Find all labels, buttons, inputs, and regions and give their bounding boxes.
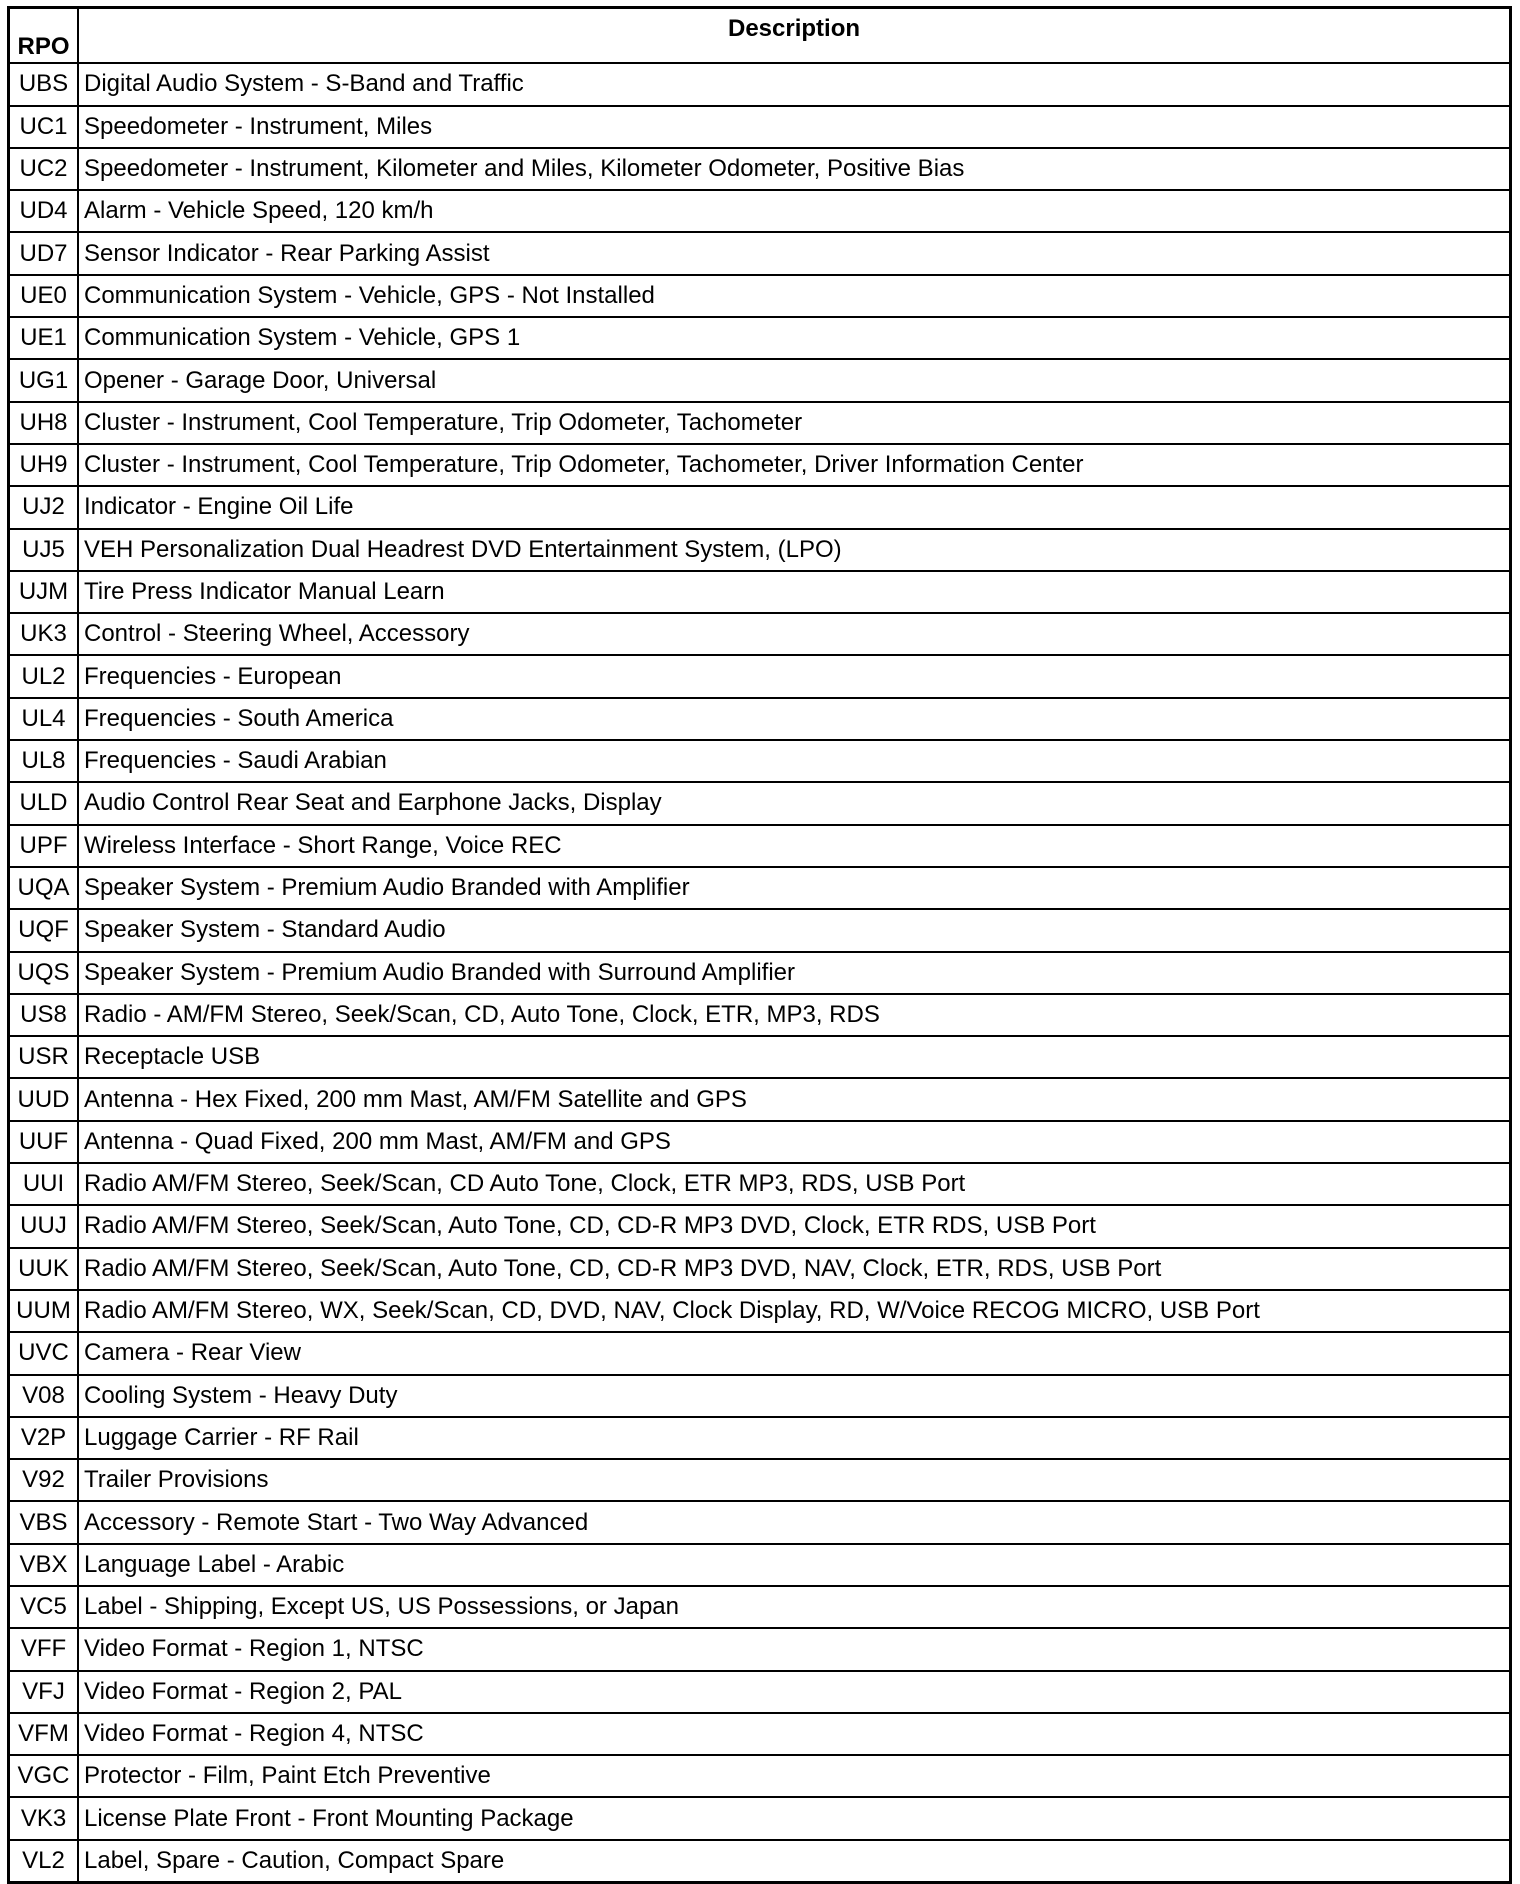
description-cell: Antenna - Quad Fixed, 200 mm Mast, AM/FM and GPS: [78, 1121, 1511, 1163]
rpo-column-header: RPO: [9, 8, 79, 64]
rpo-code-cell: UL4: [9, 698, 79, 740]
description-cell: Communication System - Vehicle, GPS 1: [78, 317, 1511, 359]
rpo-description-table: [7, 6, 1512, 1884]
rpo-code-cell: UH8: [9, 402, 79, 444]
rpo-code-cell: VFJ: [9, 1671, 79, 1713]
table-row: [9, 1248, 1511, 1290]
table-row: [9, 232, 1511, 274]
description-cell: Cluster - Instrument, Cool Temperature, Trip Odometer, Tachometer, Driver Information Center: [78, 444, 1511, 486]
table-row: [9, 402, 1511, 444]
description-cell: Control - Steering Wheel, Accessory: [78, 613, 1511, 655]
table-row: [9, 952, 1511, 994]
rpo-code-cell: VL2: [9, 1840, 79, 1883]
description-cell: Video Format - Region 1, NTSC: [78, 1628, 1511, 1670]
table-row: [9, 1290, 1511, 1332]
table-row: [9, 317, 1511, 359]
table-row: [9, 909, 1511, 951]
table-row: [9, 1417, 1511, 1459]
table-row: [9, 106, 1511, 148]
description-cell: Frequencies - European: [78, 655, 1511, 697]
description-cell: License Plate Front - Front Mounting Package: [78, 1797, 1511, 1839]
table-row: [9, 1036, 1511, 1078]
table-row: [9, 1755, 1511, 1797]
rpo-code-cell: UH9: [9, 444, 79, 486]
description-cell: Radio AM/FM Stereo, Seek/Scan, CD Auto Tone, Clock, ETR MP3, RDS, USB Port: [78, 1163, 1511, 1205]
rpo-code-cell: UUF: [9, 1121, 79, 1163]
rpo-code-cell: USR: [9, 1036, 79, 1078]
table-row: [9, 1628, 1511, 1670]
description-cell: Radio - AM/FM Stereo, Seek/Scan, CD, Auto Tone, Clock, ETR, MP3, RDS: [78, 994, 1511, 1036]
description-cell: Label, Spare - Caution, Compact Spare: [78, 1840, 1511, 1883]
rpo-code-cell: UD4: [9, 190, 79, 232]
description-cell: Digital Audio System - S-Band and Traffic: [78, 63, 1511, 105]
description-cell: Opener - Garage Door, Universal: [78, 359, 1511, 401]
rpo-code-cell: UE1: [9, 317, 79, 359]
table-row: [9, 1671, 1511, 1713]
rpo-code-cell: UUI: [9, 1163, 79, 1205]
description-cell: Language Label - Arabic: [78, 1544, 1511, 1586]
rpo-code-cell: UBS: [9, 63, 79, 105]
description-cell: Radio AM/FM Stereo, WX, Seek/Scan, CD, DVD, NAV, Clock Display, RD, W/Voice RECOG MICRO, USB Port: [78, 1290, 1511, 1332]
description-cell: Protector - Film, Paint Etch Preventive: [78, 1755, 1511, 1797]
rpo-code-cell: VGC: [9, 1755, 79, 1797]
table-row: [9, 1121, 1511, 1163]
rpo-code-cell: UJM: [9, 571, 79, 613]
table-row: [9, 740, 1511, 782]
rpo-code-cell: UK3: [9, 613, 79, 655]
rpo-code-cell: UVC: [9, 1332, 79, 1374]
rpo-code-cell: UE0: [9, 275, 79, 317]
table-row: [9, 867, 1511, 909]
table-row: [9, 1375, 1511, 1417]
table-row: [9, 1459, 1511, 1501]
rpo-code-cell: UQS: [9, 952, 79, 994]
description-cell: Label - Shipping, Except US, US Possessions, or Japan: [78, 1586, 1511, 1628]
table-row: [9, 655, 1511, 697]
rpo-code-cell: VK3: [9, 1797, 79, 1839]
description-cell: Cluster - Instrument, Cool Temperature, Trip Odometer, Tachometer: [78, 402, 1511, 444]
table-row: [9, 148, 1511, 190]
table-row: [9, 1713, 1511, 1755]
description-cell: Speedometer - Instrument, Kilometer and Miles, Kilometer Odometer, Positive Bias: [78, 148, 1511, 190]
rpo-code-cell: UUD: [9, 1078, 79, 1120]
description-cell: Frequencies - Saudi Arabian: [78, 740, 1511, 782]
description-cell: Alarm - Vehicle Speed, 120 km/h: [78, 190, 1511, 232]
rpo-code-cell: UD7: [9, 232, 79, 274]
table-row: [9, 275, 1511, 317]
table-header-row: [9, 8, 1511, 64]
table-row: [9, 571, 1511, 613]
rpo-code-cell: VFM: [9, 1713, 79, 1755]
rpo-code-cell: UPF: [9, 825, 79, 867]
description-cell: Sensor Indicator - Rear Parking Assist: [78, 232, 1511, 274]
table-row: [9, 1078, 1511, 1120]
description-cell: Speedometer - Instrument, Miles: [78, 106, 1511, 148]
description-cell: Speaker System - Standard Audio: [78, 909, 1511, 951]
table-row: [9, 1332, 1511, 1374]
table-row: [9, 613, 1511, 655]
rpo-code-cell: VBS: [9, 1501, 79, 1543]
description-cell: Tire Press Indicator Manual Learn: [78, 571, 1511, 613]
table-row: [9, 190, 1511, 232]
table-row: [9, 782, 1511, 824]
description-cell: Indicator - Engine Oil Life: [78, 486, 1511, 528]
rpo-code-cell: V92: [9, 1459, 79, 1501]
table-row: [9, 1205, 1511, 1247]
rpo-code-cell: US8: [9, 994, 79, 1036]
description-cell: Radio AM/FM Stereo, Seek/Scan, Auto Tone, CD, CD-R MP3 DVD, NAV, Clock, ETR, RDS, USB Port: [78, 1248, 1511, 1290]
table-row: [9, 994, 1511, 1036]
description-cell: Video Format - Region 4, NTSC: [78, 1713, 1511, 1755]
table-body: [9, 63, 1511, 1882]
rpo-code-cell: UL2: [9, 655, 79, 697]
rpo-code-cell: VC5: [9, 1586, 79, 1628]
description-cell: VEH Personalization Dual Headrest DVD Entertainment System, (LPO): [78, 529, 1511, 571]
table-row: [9, 63, 1511, 105]
table-row: [9, 698, 1511, 740]
description-cell: Communication System - Vehicle, GPS - Not Installed: [78, 275, 1511, 317]
rpo-code-cell: UQF: [9, 909, 79, 951]
description-cell: Video Format - Region 2, PAL: [78, 1671, 1511, 1713]
rpo-code-cell: UQA: [9, 867, 79, 909]
description-cell: Trailer Provisions: [78, 1459, 1511, 1501]
rpo-code-cell: UJ5: [9, 529, 79, 571]
description-cell: Radio AM/FM Stereo, Seek/Scan, Auto Tone, CD, CD-R MP3 DVD, Clock, ETR RDS, USB Port: [78, 1205, 1511, 1247]
table-row: [9, 1544, 1511, 1586]
rpo-code-cell: UL8: [9, 740, 79, 782]
rpo-code-cell: UJ2: [9, 486, 79, 528]
table-row: [9, 1797, 1511, 1839]
rpo-code-cell: UC1: [9, 106, 79, 148]
description-cell: Antenna - Hex Fixed, 200 mm Mast, AM/FM Satellite and GPS: [78, 1078, 1511, 1120]
table-row: [9, 529, 1511, 571]
table-row: [9, 1586, 1511, 1628]
description-cell: Speaker System - Premium Audio Branded with Surround Amplifier: [78, 952, 1511, 994]
table-row: [9, 486, 1511, 528]
description-cell: Speaker System - Premium Audio Branded with Amplifier: [78, 867, 1511, 909]
rpo-code-cell: V2P: [9, 1417, 79, 1459]
rpo-code-cell: V08: [9, 1375, 79, 1417]
description-cell: Frequencies - South America: [78, 698, 1511, 740]
description-column-header: Description: [78, 8, 1511, 64]
table-row: [9, 359, 1511, 401]
rpo-code-cell: UUJ: [9, 1205, 79, 1247]
description-cell: Receptacle USB: [78, 1036, 1511, 1078]
description-cell: Camera - Rear View: [78, 1332, 1511, 1374]
description-cell: Luggage Carrier - RF Rail: [78, 1417, 1511, 1459]
table-row: [9, 825, 1511, 867]
rpo-code-cell: UG1: [9, 359, 79, 401]
table-row: [9, 1163, 1511, 1205]
table-row: [9, 1840, 1511, 1883]
rpo-code-cell: ULD: [9, 782, 79, 824]
rpo-code-cell: UC2: [9, 148, 79, 190]
table-row: [9, 1501, 1511, 1543]
description-cell: Cooling System - Heavy Duty: [78, 1375, 1511, 1417]
description-cell: Accessory - Remote Start - Two Way Advanced: [78, 1501, 1511, 1543]
rpo-code-cell: VBX: [9, 1544, 79, 1586]
description-cell: Wireless Interface - Short Range, Voice REC: [78, 825, 1511, 867]
rpo-code-cell: UUK: [9, 1248, 79, 1290]
table-row: [9, 444, 1511, 486]
rpo-code-cell: VFF: [9, 1628, 79, 1670]
description-cell: Audio Control Rear Seat and Earphone Jacks, Display: [78, 782, 1511, 824]
rpo-code-cell: UUM: [9, 1290, 79, 1332]
